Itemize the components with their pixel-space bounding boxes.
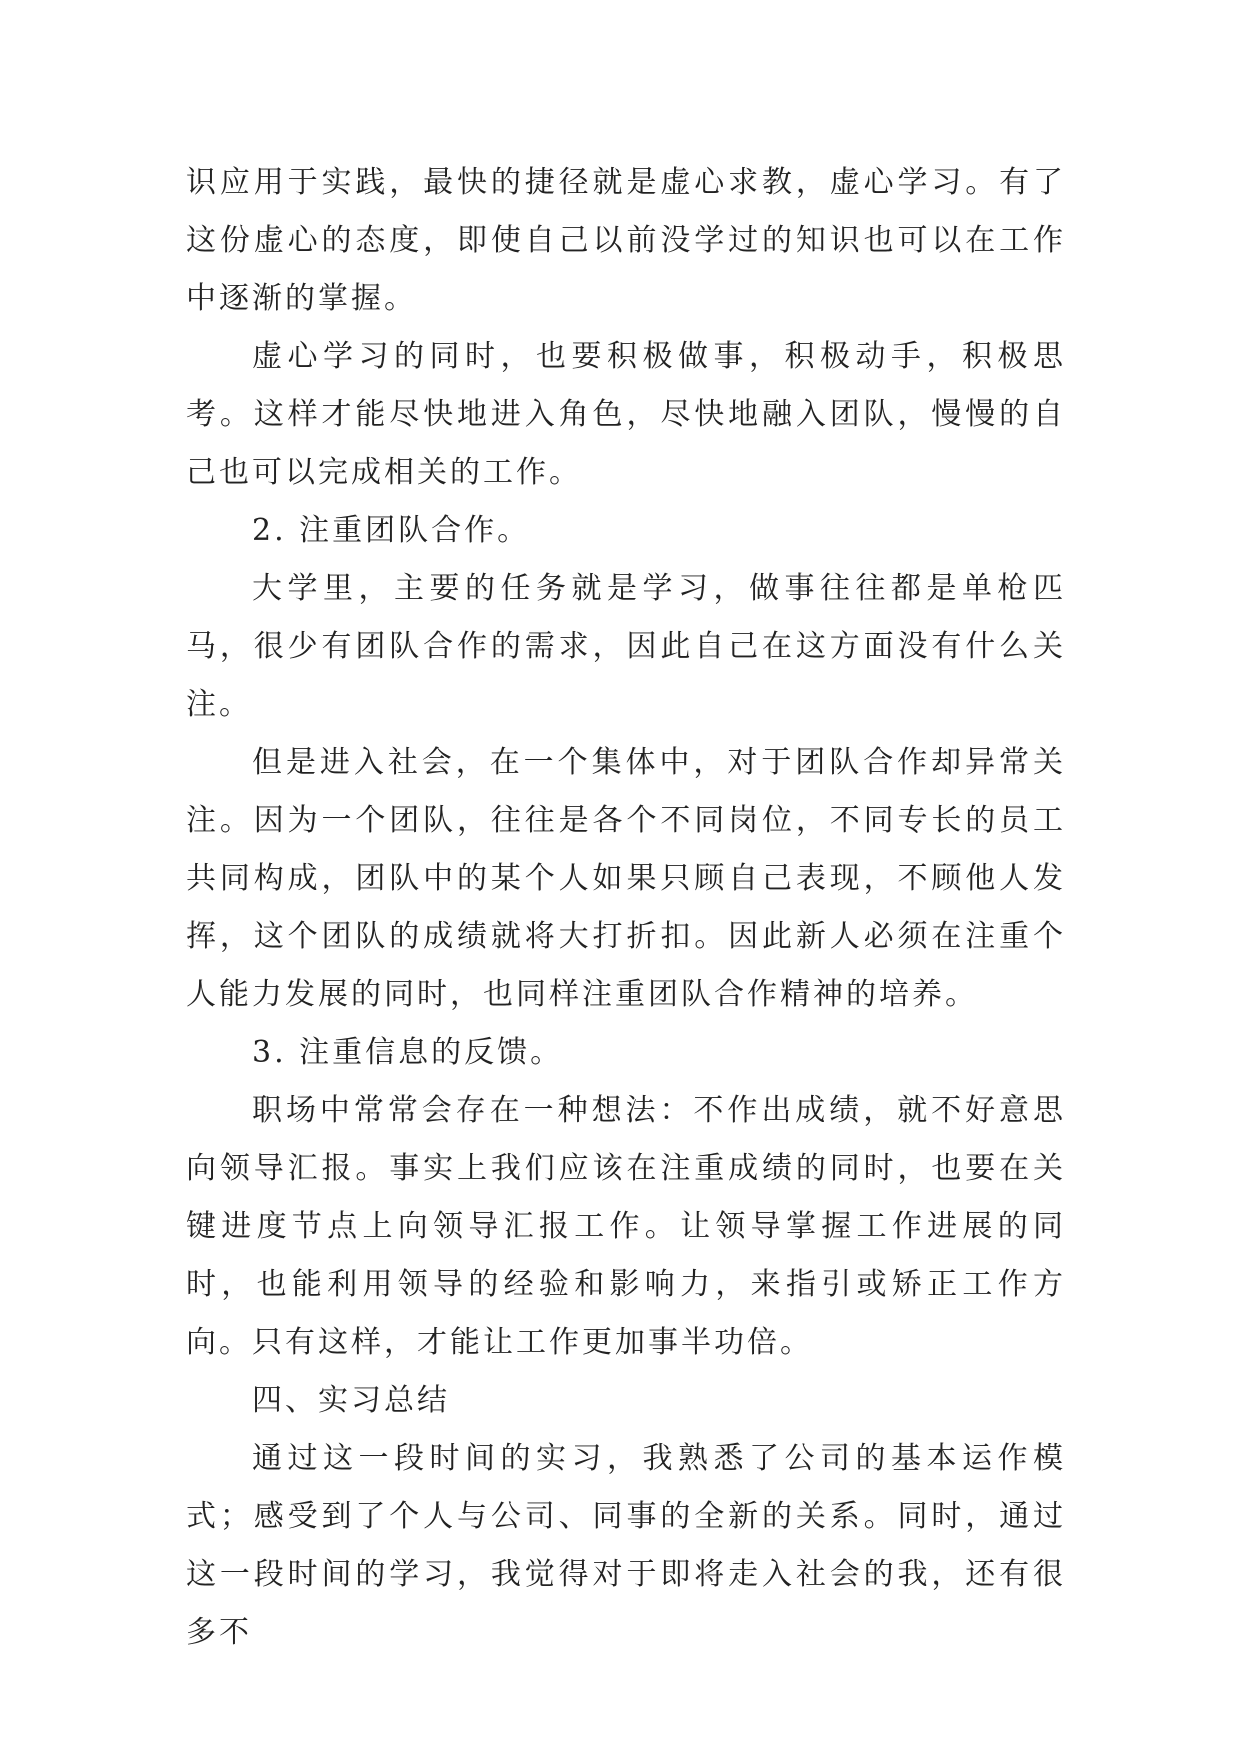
document-body	[186, 154, 1066, 1662]
paragraph: 虚心学习的同时，也要积极做事，积极动手，积极思考。这样才能尽快地进入角色，尽快地融入团队，慢慢的自己也可以完成相关的工作。	[186, 339, 1066, 490]
section-heading: 3. 注重信息的反馈。	[252, 1035, 564, 1070]
section-heading: 四、实习总结	[252, 1383, 450, 1418]
paragraph: 职场中常常会存在一种想法：不作出成绩，就不好意思向领导汇报。事实上我们应该在注重成绩的同时，也要在关键进度节点上向领导汇报工作。让领导掌握工作进展的同时，也能利用领导的经验和影响力，来指引或矫正工作方向。只有这样，才能让工作更加事半功倍。	[186, 1093, 1066, 1360]
paragraph-continuation: 识应用于实践，最快的捷径就是虚心求教，虚心学习。有了这份虚心的态度，即使自己以前没学过的知识也可以在工作中逐渐的掌握。	[186, 165, 1066, 316]
paragraph: 通过这一段时间的实习，我熟悉了公司的基本运作模式；感受到了个人与公司、同事的全新的关系。同时，通过这一段时间的学习，我觉得对于即将走入社会的我，还有很多不	[186, 1441, 1066, 1650]
paragraph: 大学里，主要的任务就是学习，做事往往都是单枪匹马，很少有团队合作的需求，因此自己在这方面没有什么关注。	[186, 571, 1066, 722]
paragraph: 但是进入社会，在一个集体中，对于团队合作却异常关注。因为一个团队，往往是各个不同岗位，不同专长的员工共同构成，团队中的某个人如果只顾自己表现，不顾他人发挥，这个团队的成绩就将大打折扣。因此新人必须在注重个人能力发展的同时，也同样注重团队合作精神的培养。	[186, 745, 1066, 1012]
section-heading: 2. 注重团队合作。	[252, 513, 531, 548]
